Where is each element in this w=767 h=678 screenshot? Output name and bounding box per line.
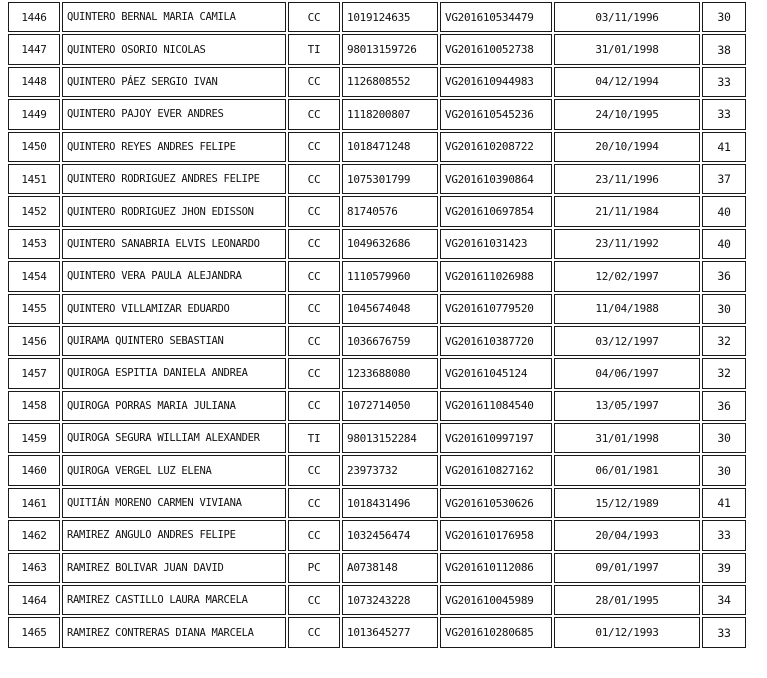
score: 39 (702, 553, 746, 583)
registration-code: VG201611084540 (440, 391, 552, 421)
row-number: 1453 (8, 229, 60, 259)
row-number: 1450 (8, 132, 60, 162)
document-type: CC (288, 358, 340, 388)
document-type: CC (288, 261, 340, 291)
document-type: CC (288, 391, 340, 421)
registration-code: VG201610530626 (440, 488, 552, 518)
score: 30 (702, 423, 746, 453)
score: 33 (702, 67, 746, 97)
birth-date: 06/01/1981 (554, 455, 700, 485)
row-number: 1452 (8, 196, 60, 226)
registration-code: VG201610545236 (440, 99, 552, 129)
birth-date: 12/02/1997 (554, 261, 700, 291)
document-number: 1073243228 (342, 585, 438, 615)
document-type: CC (288, 326, 340, 356)
row-number: 1462 (8, 520, 60, 550)
person-name: QUINTERO REYES ANDRES FELIPE (62, 132, 286, 162)
table-row (8, 358, 746, 388)
document-type: CC (288, 488, 340, 518)
person-name: QUINTERO PAJOY EVER ANDRES (62, 99, 286, 129)
document-number: 1072714050 (342, 391, 438, 421)
document-type: CC (288, 132, 340, 162)
score: 36 (702, 391, 746, 421)
birth-date: 31/01/1998 (554, 423, 700, 453)
row-number: 1459 (8, 423, 60, 453)
birth-date: 03/11/1996 (554, 2, 700, 32)
birth-date: 28/01/1995 (554, 585, 700, 615)
score: 37 (702, 164, 746, 194)
registration-code: VG201610176958 (440, 520, 552, 550)
registration-code: VG201610944983 (440, 67, 552, 97)
registration-code: VG201610779520 (440, 294, 552, 324)
document-number: 1013645277 (342, 617, 438, 647)
document-type: CC (288, 455, 340, 485)
registration-code: VG201610052738 (440, 34, 552, 64)
table-row (8, 196, 746, 226)
table-row (8, 132, 746, 162)
document-number: 1110579960 (342, 261, 438, 291)
birth-date: 20/04/1993 (554, 520, 700, 550)
person-name: QUIROGA VERGEL LUZ ELENA (62, 455, 286, 485)
score: 38 (702, 34, 746, 64)
document-type: PC (288, 553, 340, 583)
document-type: CC (288, 67, 340, 97)
table-row (8, 585, 746, 615)
person-name: QUIROGA PORRAS MARIA JULIANA (62, 391, 286, 421)
birth-date: 04/12/1994 (554, 67, 700, 97)
table-row (8, 488, 746, 518)
registration-code: VG201610697854 (440, 196, 552, 226)
document-number: 1126808552 (342, 67, 438, 97)
table-row (8, 34, 746, 64)
score: 30 (702, 455, 746, 485)
document-number: 1118200807 (342, 99, 438, 129)
document-type: TI (288, 423, 340, 453)
registration-code: VG201610112086 (440, 553, 552, 583)
row-number: 1463 (8, 553, 60, 583)
person-name: QUINTERO RODRIGUEZ ANDRES FELIPE (62, 164, 286, 194)
birth-date: 15/12/1989 (554, 488, 700, 518)
document-type: CC (288, 99, 340, 129)
birth-date: 04/06/1997 (554, 358, 700, 388)
person-name: QUINTERO VILLAMIZAR EDUARDO (62, 294, 286, 324)
score: 30 (702, 294, 746, 324)
document-number: 1032456474 (342, 520, 438, 550)
document-number: 1075301799 (342, 164, 438, 194)
registration-code: VG201610534479 (440, 2, 552, 32)
table-row (8, 553, 746, 583)
document-number: 1233688080 (342, 358, 438, 388)
registration-code: VG20161045124 (440, 358, 552, 388)
table-row (8, 520, 746, 550)
score: 32 (702, 326, 746, 356)
birth-date: 23/11/1996 (554, 164, 700, 194)
person-name: QUIRAMA QUINTERO SEBASTIAN (62, 326, 286, 356)
row-number: 1456 (8, 326, 60, 356)
document-number: 1018471248 (342, 132, 438, 162)
birth-date: 20/10/1994 (554, 132, 700, 162)
score: 34 (702, 585, 746, 615)
registration-code: VG201610390864 (440, 164, 552, 194)
score: 36 (702, 261, 746, 291)
birth-date: 13/05/1997 (554, 391, 700, 421)
table-row (8, 455, 746, 485)
document-number: 98013159726 (342, 34, 438, 64)
person-name: RAMIREZ BOLIVAR JUAN DAVID (62, 553, 286, 583)
person-name: RAMIREZ CASTILLO LAURA MARCELA (62, 585, 286, 615)
table-row (8, 294, 746, 324)
row-number: 1460 (8, 455, 60, 485)
document-type: CC (288, 196, 340, 226)
person-name: QUINTERO OSORIO NICOLAS (62, 34, 286, 64)
document-type: CC (288, 164, 340, 194)
document-type: CC (288, 229, 340, 259)
person-name: QUINTERO PÁEZ SERGIO IVAN (62, 67, 286, 97)
registration-code: VG201610827162 (440, 455, 552, 485)
row-number: 1446 (8, 2, 60, 32)
person-name: RAMIREZ CONTRERAS DIANA MARCELA (62, 617, 286, 647)
table-row (8, 2, 746, 32)
person-name: QUITIÁN MORENO CARMEN VIVIANA (62, 488, 286, 518)
roster-body (8, 2, 746, 648)
birth-date: 01/12/1993 (554, 617, 700, 647)
score: 33 (702, 99, 746, 129)
score: 40 (702, 196, 746, 226)
document-number: 1036676759 (342, 326, 438, 356)
table-row (8, 261, 746, 291)
registration-code: VG201611026988 (440, 261, 552, 291)
birth-date: 11/04/1988 (554, 294, 700, 324)
table-row (8, 326, 746, 356)
score: 32 (702, 358, 746, 388)
row-number: 1455 (8, 294, 60, 324)
registration-code: VG201610387720 (440, 326, 552, 356)
table-row (8, 391, 746, 421)
document-type: TI (288, 34, 340, 64)
row-number: 1457 (8, 358, 60, 388)
birth-date: 21/11/1984 (554, 196, 700, 226)
birth-date: 23/11/1992 (554, 229, 700, 259)
score: 41 (702, 488, 746, 518)
document-number: 1018431496 (342, 488, 438, 518)
row-number: 1465 (8, 617, 60, 647)
table-row (8, 423, 746, 453)
document-number: 98013152284 (342, 423, 438, 453)
row-number: 1451 (8, 164, 60, 194)
birth-date: 03/12/1997 (554, 326, 700, 356)
score: 33 (702, 520, 746, 550)
document-type: CC (288, 585, 340, 615)
table-row (8, 229, 746, 259)
person-name: QUINTERO SANABRIA ELVIS LEONARDO (62, 229, 286, 259)
person-name: QUIROGA SEGURA WILLIAM ALEXANDER (62, 423, 286, 453)
registration-code: VG201610280685 (440, 617, 552, 647)
person-name: QUINTERO VERA PAULA ALEJANDRA (62, 261, 286, 291)
document-type: CC (288, 520, 340, 550)
registration-code: VG201610997197 (440, 423, 552, 453)
score: 40 (702, 229, 746, 259)
row-number: 1448 (8, 67, 60, 97)
person-name: QUIROGA ESPITIA DANIELA ANDREA (62, 358, 286, 388)
row-number: 1449 (8, 99, 60, 129)
document-type: CC (288, 617, 340, 647)
person-name: RAMIREZ ANGULO ANDRES FELIPE (62, 520, 286, 550)
document-number: 81740576 (342, 196, 438, 226)
person-name: QUINTERO RODRIGUEZ JHON EDISSON (62, 196, 286, 226)
person-name: QUINTERO BERNAL MARIA CAMILA (62, 2, 286, 32)
row-number: 1458 (8, 391, 60, 421)
score: 41 (702, 132, 746, 162)
document-number: A0738148 (342, 553, 438, 583)
registration-code: VG20161031423 (440, 229, 552, 259)
score: 30 (702, 2, 746, 32)
row-number: 1447 (8, 34, 60, 64)
document-number: 1049632686 (342, 229, 438, 259)
row-number: 1454 (8, 261, 60, 291)
table-row (8, 617, 746, 647)
document-number: 1045674048 (342, 294, 438, 324)
document-number: 1019124635 (342, 2, 438, 32)
row-number: 1464 (8, 585, 60, 615)
roster-table (6, 0, 748, 650)
birth-date: 09/01/1997 (554, 553, 700, 583)
registration-code: VG201610045989 (440, 585, 552, 615)
document-number: 23973732 (342, 455, 438, 485)
birth-date: 31/01/1998 (554, 34, 700, 64)
document-type: CC (288, 2, 340, 32)
row-number: 1461 (8, 488, 60, 518)
table-row (8, 164, 746, 194)
registration-code: VG201610208722 (440, 132, 552, 162)
birth-date: 24/10/1995 (554, 99, 700, 129)
score: 33 (702, 617, 746, 647)
document-type: CC (288, 294, 340, 324)
table-row (8, 67, 746, 97)
table-row (8, 99, 746, 129)
